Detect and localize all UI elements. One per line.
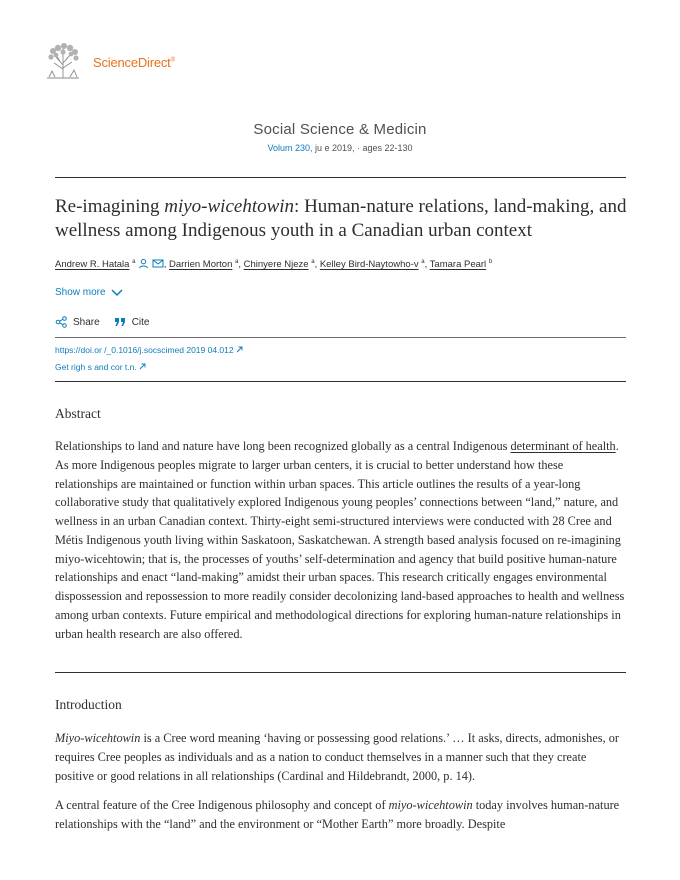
- author-affiliation: a: [132, 258, 136, 265]
- author-affiliation: a: [311, 258, 315, 265]
- show-more-button[interactable]: [55, 287, 123, 298]
- title-italic-term: miyo-wicehtowin: [164, 196, 295, 217]
- cree-term: miyo-wicehtowin: [388, 798, 473, 812]
- quote-icon: [114, 317, 126, 327]
- title-part-2: : Human-nature relations, land-making, and wellness among Indigenous youth in a Canadian urban context: [55, 196, 627, 241]
- doi-link[interactable]: [55, 345, 243, 355]
- doi-text: https://doi.or /_0.1016/j.socscimed 2019 04.012: [55, 345, 234, 355]
- journal-title[interactable]: Social Science & Medicin: [253, 121, 427, 138]
- article-actions: [55, 316, 163, 328]
- author-link[interactable]: Kelley Bird-Naytowho-v: [319, 259, 419, 270]
- sciencedirect-brand[interactable]: [93, 55, 175, 70]
- author-link[interactable]: Andrew R. Hatala: [55, 259, 130, 270]
- share-button[interactable]: [55, 316, 100, 328]
- quote-text: is a Cree word meaning ‘having or possessing good relations.’ … It asks, directs, admonishes, or requires Cree peoples as individuals and as a nation to conduct themselves in a manner such that they create positive or good relations in all relationships (Cardinal and Hildebrandt, 2000, p. 14).: [55, 731, 619, 783]
- volume-link[interactable]: Volum 230,: [267, 143, 313, 153]
- introduction-quote: [55, 729, 627, 785]
- brand-name: ScienceDirect: [93, 55, 171, 70]
- author-affiliation: a: [421, 258, 425, 265]
- external-link-icon: [139, 363, 146, 370]
- header-divider: [55, 177, 626, 178]
- determinant-of-health-link[interactable]: determinant of health: [510, 439, 616, 453]
- author-link[interactable]: Darrien Morton: [169, 259, 233, 270]
- abstract-text-start: Relationships to land and nature have long been recognized globally as a central Indigenous: [55, 439, 511, 453]
- elsevier-logo[interactable]: [43, 43, 83, 79]
- rights-link[interactable]: [55, 362, 146, 372]
- issue-details: ju e 2019, · ages 22-130: [312, 143, 413, 153]
- brand-registered-mark: ®: [170, 57, 175, 64]
- share-icon: [55, 316, 67, 328]
- cree-term: Miyo-wicehtowin: [55, 731, 141, 745]
- cite-button[interactable]: [114, 317, 150, 328]
- author-list: Andrew R. Hatala $^a$ , Darrien Morton $^a$, Chinyere Njeze $^a$, Kelley Bird-Naytowho-v $^a$, Tamara Pearl $^b$: [55, 258, 493, 270]
- author-link[interactable]: Chinyere Njeze: [243, 259, 309, 270]
- title-part-1: Re-imagining: [55, 196, 165, 217]
- issue-info: [0, 143, 680, 153]
- introduction-heading: Introduction: [55, 697, 122, 712]
- author-affiliation: a: [235, 258, 239, 265]
- introduction-paragraph: [55, 796, 627, 834]
- author-affiliation: b: [488, 258, 493, 265]
- external-link-icon: [236, 346, 243, 353]
- meta-divider: [55, 381, 626, 382]
- article-title: [55, 195, 635, 243]
- intro-text-rest: today involves human-nature relationships with the “land” and the environment or “Mother Earth” more broadly. Despite: [55, 798, 620, 831]
- abstract-divider: [55, 672, 626, 673]
- show-more-label: Show more: [55, 287, 106, 298]
- rights-text: Get righ s and cor t.n.: [55, 362, 137, 372]
- abstract-text: [55, 437, 627, 643]
- abstract-heading: Abstract: [55, 406, 101, 421]
- actions-divider: [55, 337, 626, 338]
- cite-label: Cite: [131, 316, 150, 328]
- share-label: Share: [73, 316, 100, 328]
- abstract-text-rest: . As more Indigenous peoples migrate to larger urban centers, it is crucial to better understand how these relationships are maintained or function within urban spaces. This article outlines the results of a year-long collaborative study that qualitatively explored Indigenous young peoples’ connections between “land,” nature, and wellness in an urban Canadian context. Thirty-eight semi-structured interviews were conducted with 28 Cree and Métis Indigenous youth living within Saskatoon, Saskatchewan. A strength based analysis focused on re-imagining miyo-wicehtowin; that is, the processes of youths’ self-determination and agency that build positive human-nature relationships and enact “land-making” amidst their urban spaces. This research critically engages environmental dispossession and repossession to more readily consider decolonizing land-based approaches to health and wellness among urban contexts. Future empirical and methodological directions for exploring human-nature relationships in urban health research are also offered.: [55, 439, 625, 641]
- envelope-icon[interactable]: [152, 258, 164, 269]
- chevron-down-icon: [111, 289, 123, 297]
- author-link[interactable]: Tamara Pearl: [429, 259, 487, 270]
- intro-text-start: A central feature of the Cree Indigenous philosophy and concept of: [55, 798, 389, 812]
- person-icon[interactable]: [138, 258, 149, 269]
